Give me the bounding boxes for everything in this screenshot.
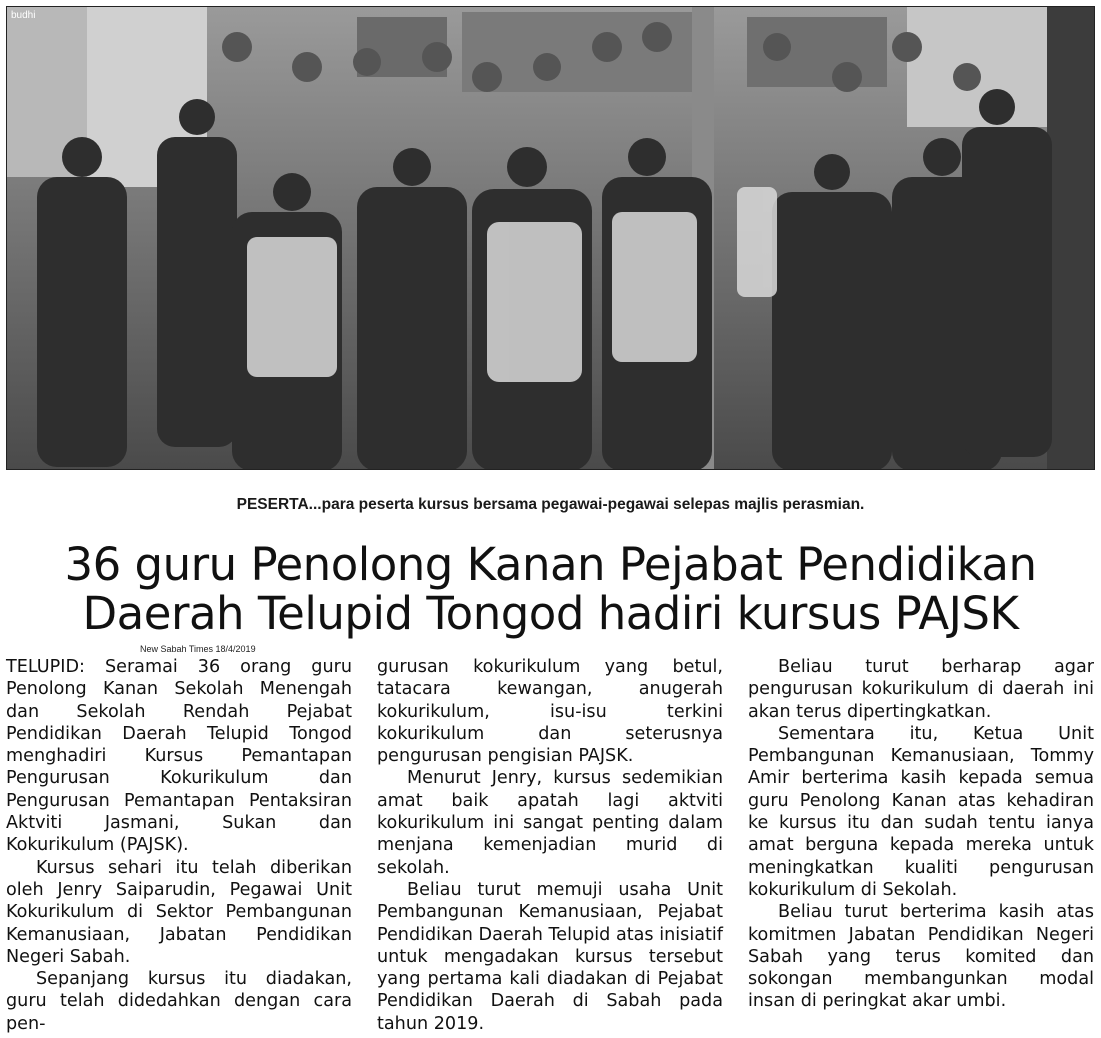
paragraph: Sementara itu, Ketua Unit Pembangunan Kemanusiaan, Tommy Amir berterima kasih kepada semua guru Penolong Kanan atas kehadiran ke kursus itu dan sudah tentu ianya amat berguna kepada mereka untuk meningkatkan kualiti pengurusan kokurikulum di Sekolah. [748, 723, 1094, 900]
headline-line-1: 36 guru Penolong Kanan Pejabat Pendidikan [64, 538, 1037, 591]
group-photo-image [7, 7, 1095, 470]
paragraph: Sepanjang kursus itu diadakan, guru telah didedahkan dengan cara pen- [6, 969, 352, 1034]
paragraph: Beliau turut berharap agar pengurusan kokurikulum di daerah ini akan terus dipertingkatkan. [748, 657, 1094, 722]
paragraph: Beliau turut berterima kasih atas komitmen Jabatan Pendidikan Negeri Sabah yang terus komited dan sokongan membangunkan modal insan di peringkat akar umbi. [748, 902, 1094, 1012]
headline-line-2: Daerah Telupid Tongod hadiri kursus PAJSK [82, 587, 1019, 640]
paragraph: Menurut Jenry, kursus sedemikian amat baik apatah lagi aktviti kokurikulum ini sangat penting dalam menjana kemenjadian murid di sekolah. [377, 768, 723, 878]
paragraph: Kursus sehari itu telah diberikan oleh Jenry Saiparudin, Pegawai Unit Kokurikulum di Sektor Pembangunan Kemanusiaan, Jabatan Pendidikan Negeri Sabah. [6, 857, 352, 967]
photo-caption: PESERTA...para peserta kursus bersama pegawai-pegawai selepas majlis perasmian. [236, 496, 865, 513]
paragraph: gurusan kokurikulum yang betul, tatacara kewangan, anugerah kokurikulum, isu-isu terkini kokurikulum dan seterusnya pengurusan pengisian PAJSK. [377, 657, 723, 767]
headline [0, 540, 1101, 638]
source-line: New Sabah Times 18/4/2019 [140, 644, 256, 654]
article-column-3 [748, 656, 1094, 1013]
paragraph: TELUPID: Seramai 36 orang guru Penolong Kanan Sekolah Menengah dan Sekolah Rendah Pejabat Pendidikan Daerah Telupid Tongod menghadiri Kursus Pemantapan Pengurusan Kokurikulum dan Pengurusan Pemantapan Pentaksiran Aktviti Jasmani, Sukan dan Kokurikulum (PAJSK). [6, 657, 352, 856]
photo-credit: budhi [11, 10, 36, 21]
article-column-1 [6, 656, 352, 1035]
paragraph: Beliau turut memuji usaha Unit Pembangunan Kemanusiaan, Pejabat Pendidikan Daerah Telupid atas inisiatif untuk mengadakan kursus tersebut yang pertama kali diadakan di Pejabat Pendidikan Daerah di Sabah pada tahun 2019. [377, 879, 723, 1034]
article-column-2 [377, 656, 723, 1035]
group-photo [6, 6, 1095, 470]
